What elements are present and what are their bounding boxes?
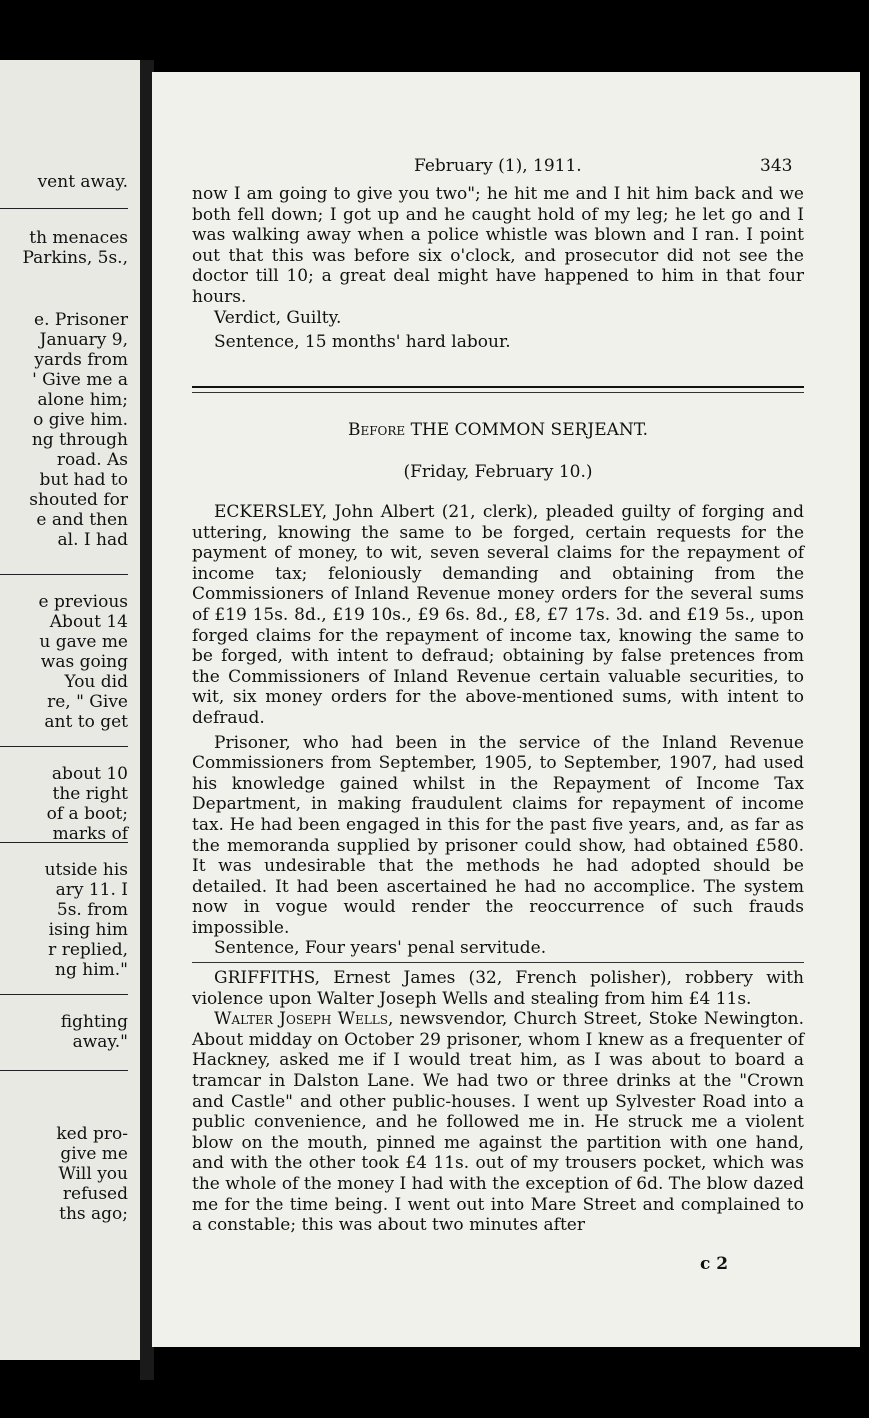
defendant-name: GRIFFITHS, (214, 968, 321, 988)
case-sentence: Sentence, Four years' penal servitude. (214, 938, 547, 959)
left-page-line: yards from (34, 350, 128, 370)
left-page-line: the right (52, 784, 128, 804)
running-head-date: February (1), 1911. (414, 156, 582, 176)
section-before: Before (347, 420, 406, 440)
charge-text: John Albert (21, clerk), pleaded guilty of forging and uttering, knowing the same to be forged, certain requests for the payment of money, to wit, seven several claims for the repayment of income tax; feloniously demanding and obtaining from the Commissioners of Inland Revenue money orders for the several sums of £19 15s. 8d., £19 10s., £9 6s. 8d., £8, £7 17s. 3d. and £19 5s., upon forged claims for the repayment of income tax, knowing the same to be forged, with intent to defraud; obtaining by false pretences from the Commissioners of Inland Revenue certain valuable securities, to wit, six money orders for the above-mentioned sums, with intent to defraud. (192, 502, 804, 728)
continuation-text: now I am going to give you two"; he hit me and I hit him back and we both fell down; I got up and he caught hold of my leg; he let go and I was walking away when a police whistle was blown and I ran. I point out that this was before six o'clock, and prosecutor did not see the doctor till 10; a great deal might have happened to him in that four hours. (192, 184, 804, 307)
page-number: 343 (760, 156, 793, 176)
left-page-line: About 14 (49, 612, 128, 632)
case-divider (192, 962, 804, 963)
left-page-line: shouted for (29, 490, 128, 510)
left-page-line: e previous (38, 592, 128, 612)
left-page-rule (0, 574, 128, 575)
left-page-line: of a boot; (46, 804, 128, 824)
left-page-line: You did (64, 672, 128, 692)
left-page-line: utside his (44, 860, 128, 880)
left-page-line: Parkins, 5s., (22, 248, 128, 268)
left-page-line: fighting (60, 1012, 128, 1032)
left-page-fragment (0, 60, 140, 1360)
witness-name: Walter Joseph Wells, (214, 1009, 394, 1030)
left-page-line: Will you (58, 1164, 128, 1184)
left-page-line: away." (72, 1032, 128, 1052)
left-page-line: vent away. (37, 172, 128, 192)
section-divider (192, 386, 804, 388)
left-page-line: give me (60, 1144, 128, 1164)
left-page-rule (0, 746, 128, 747)
left-page-line: alone him; (37, 390, 128, 410)
signature-mark: c 2 (700, 1254, 729, 1274)
left-page-line: ths ago; (59, 1204, 128, 1224)
left-page-line: r replied, (48, 940, 128, 960)
witness-testimony: newsvendor, Church Street, Stoke Newington. About midday on October 29 prisoner, whom I knew as a frequenter of Hackney, asked me if I would treat him, as I was about to board a tramcar in Dalston Lane. We had two or three drinks at the "Crown and Castle" and other public-houses. I went up Sylvester Road into a public convenience, and he followed me in. He struck me a violent blow on the mouth, pinned me against the partition with one hand, and with the other took £4 11s. out of my trousers pocket, which was the whole of the money I had with the exception of 6d. The blow dazed me for the time being. I went out into Mare Street and complained to a constable; this was about two minutes after (192, 1009, 805, 1236)
sentence: Sentence, 15 months' hard labour. (214, 332, 511, 353)
left-page-rule (0, 994, 128, 995)
left-page-line: ising him (48, 920, 128, 940)
left-page-line: ary 11. I (55, 880, 128, 900)
eckersley-case (192, 502, 804, 959)
section-date: (Friday, February 10.) (403, 462, 593, 482)
section-heading (192, 420, 804, 440)
left-page-line: refused (62, 1184, 128, 1204)
left-page-line: e. Prisoner (34, 310, 128, 330)
right-page (152, 72, 860, 1347)
left-page-line: re, " Give (47, 692, 128, 712)
left-page-line: al. I had (57, 530, 128, 550)
left-page-line: but had to (39, 470, 128, 490)
left-page-line: was going (40, 652, 128, 672)
charge-text: Ernest James (32, French polisher), robbery with violence upon Walter Joseph Wells and stealing from him £4 11s. (192, 968, 804, 1009)
left-page-line: January 9, (39, 330, 128, 350)
section-court: THE COMMON SERJEANT. (410, 420, 649, 440)
griffiths-case (192, 968, 804, 1236)
left-page-rule (0, 208, 128, 209)
left-page-line: ng through (31, 430, 128, 450)
left-page-line: u gave me (39, 632, 128, 652)
left-page-line: marks of (52, 824, 128, 844)
left-page-line: ng him." (55, 960, 128, 980)
defendant-name: ECKERSLEY, (214, 502, 328, 522)
verdict: Verdict, Guilty. (214, 307, 342, 328)
left-page-line: road. As (56, 450, 128, 470)
left-page-rule (0, 1070, 128, 1071)
left-page-line: ' Give me a (32, 370, 128, 390)
section-divider-thin (192, 392, 804, 393)
left-page-line: o give him. (33, 410, 128, 430)
left-page-line: ked pro- (56, 1124, 128, 1144)
left-page-line: e and then (36, 510, 128, 530)
left-page-line: about 10 (51, 764, 128, 784)
left-page-line: ant to get (44, 712, 128, 732)
continuation-block (192, 184, 804, 353)
prisoner-statement: Prisoner, who had been in the service of the Inland Revenue Commissioners from September, 1905, to September, 1907, had used his knowledge gained whilst in the Repayment of Income Tax Department, in making fraudulent claims for repayment of income tax. He had been engaged in this for the past five years, and, as far as the memoranda supplied by prisoner could show, had obtained £580. It was undesirable that the methods he had adopted should be detailed. It had been ascertained he had no accomplice. The system now in vogue would render the reoccurrence of such frauds impossible. (192, 732, 804, 938)
left-page-line: th menaces (29, 228, 128, 248)
left-page-line: 5s. from (56, 900, 128, 920)
